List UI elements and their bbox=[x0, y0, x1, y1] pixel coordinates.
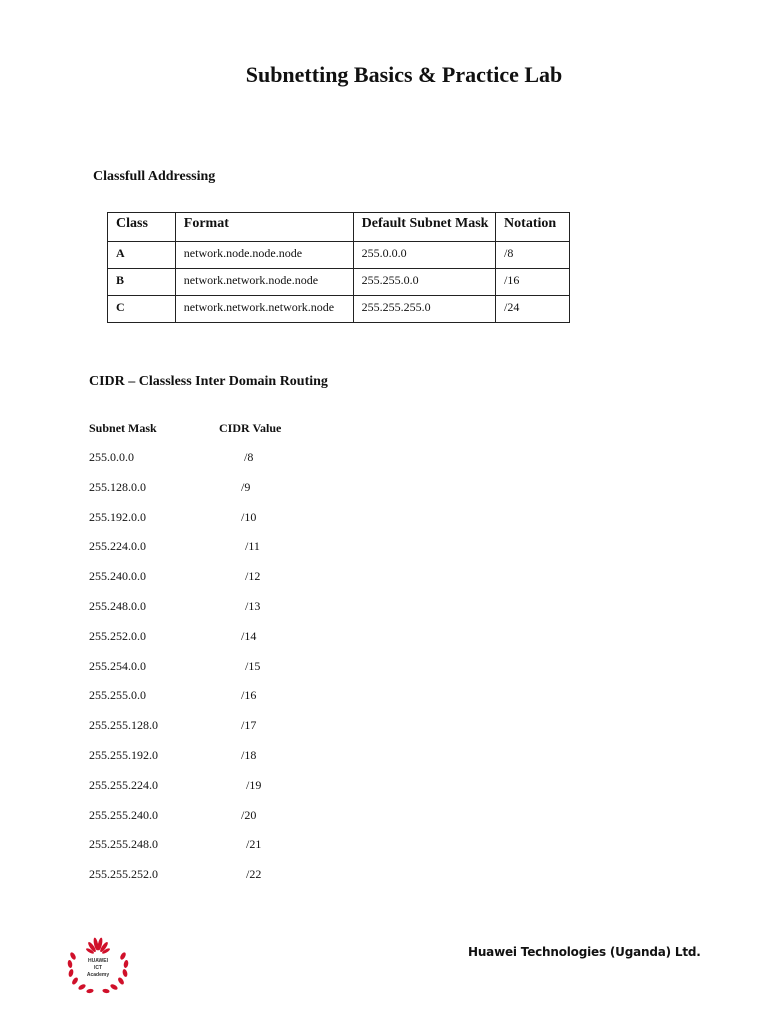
subnet-mask: 255.255.248.0 bbox=[89, 837, 158, 852]
table-header-row bbox=[108, 213, 570, 242]
cell-notation: /8 bbox=[496, 242, 570, 269]
subnet-mask: 255.255.192.0 bbox=[89, 747, 158, 762]
cell-format: network.node.node.node bbox=[175, 242, 353, 269]
cidr-column-value: CIDR Value bbox=[219, 421, 282, 435]
cell-notation: /16 bbox=[496, 269, 570, 296]
subnet-mask: 255.0.0.0 bbox=[89, 450, 134, 464]
subnet-mask: 255.255.0.0 bbox=[89, 688, 146, 703]
cidr-value: /9 bbox=[241, 479, 251, 494]
subnet-mask: 255.224.0.0 bbox=[89, 539, 146, 554]
table-row bbox=[108, 296, 570, 323]
header-default-subnet-mask: Default Subnet Mask bbox=[353, 213, 495, 242]
footer-company: Huawei Technologies (Uganda) Ltd. bbox=[468, 945, 701, 959]
cidr-column-subnet-mask: Subnet Mask bbox=[89, 421, 157, 435]
subnet-mask: 255.254.0.0 bbox=[89, 658, 146, 673]
cell-class: A bbox=[108, 242, 176, 269]
header-class: Class bbox=[108, 213, 176, 242]
cell-class: B bbox=[108, 269, 176, 296]
cell-notation: /24 bbox=[496, 296, 570, 323]
page-title: Subnetting Basics & Practice Lab bbox=[245, 62, 563, 87]
classfull-heading: Classfull Addressing bbox=[93, 169, 216, 184]
cidr-value: /11 bbox=[245, 539, 260, 554]
cidr-value: /22 bbox=[246, 867, 262, 882]
cidr-value: /16 bbox=[241, 688, 257, 703]
logo-line-academy: Academy bbox=[86, 972, 110, 978]
header-notation: Notation bbox=[496, 213, 570, 242]
subnet-mask: 255.192.0.0 bbox=[89, 509, 146, 524]
cidr-heading: CIDR – Classless Inter Domain Routing bbox=[89, 374, 328, 389]
subnet-mask: 255.255.224.0 bbox=[89, 777, 158, 792]
cidr-value: /21 bbox=[246, 837, 262, 852]
cidr-value: /13 bbox=[245, 598, 261, 613]
huawei-ict-academy-logo bbox=[64, 936, 132, 998]
cidr-value: /19 bbox=[246, 777, 262, 792]
cidr-value: /8 bbox=[244, 450, 254, 464]
table-row bbox=[108, 242, 570, 269]
classfull-table bbox=[107, 212, 570, 323]
cidr-value: /17 bbox=[241, 718, 257, 733]
cell-class: C bbox=[108, 296, 176, 323]
cell-mask: 255.255.255.0 bbox=[353, 296, 495, 323]
subnet-mask: 255.252.0.0 bbox=[89, 628, 146, 643]
logo-line-huawei: HUAWEI bbox=[88, 958, 108, 964]
cidr-value: /10 bbox=[241, 509, 257, 524]
cidr-value: /14 bbox=[241, 628, 257, 643]
subnet-mask: 255.255.128.0 bbox=[89, 718, 158, 733]
subnet-mask: 255.248.0.0 bbox=[89, 598, 146, 613]
cell-mask: 255.0.0.0 bbox=[353, 242, 495, 269]
table-row bbox=[108, 269, 570, 296]
subnet-mask: 255.128.0.0 bbox=[89, 479, 146, 494]
cidr-value: /12 bbox=[245, 569, 261, 584]
logo-line-ict: ICT bbox=[93, 965, 103, 971]
subnet-mask: 255.255.252.0 bbox=[89, 867, 158, 882]
huawei-petal-icon bbox=[85, 937, 110, 954]
cell-format: network.network.network.node bbox=[175, 296, 353, 323]
subnet-mask: 255.255.240.0 bbox=[89, 807, 158, 822]
cidr-value: /15 bbox=[245, 658, 261, 673]
cidr-value: /20 bbox=[241, 807, 257, 822]
cell-mask: 255.255.0.0 bbox=[353, 269, 495, 296]
header-format: Format bbox=[175, 213, 353, 242]
subnet-mask: 255.240.0.0 bbox=[89, 569, 146, 584]
cell-format: network.network.node.node bbox=[175, 269, 353, 296]
cidr-value: /18 bbox=[241, 747, 257, 762]
